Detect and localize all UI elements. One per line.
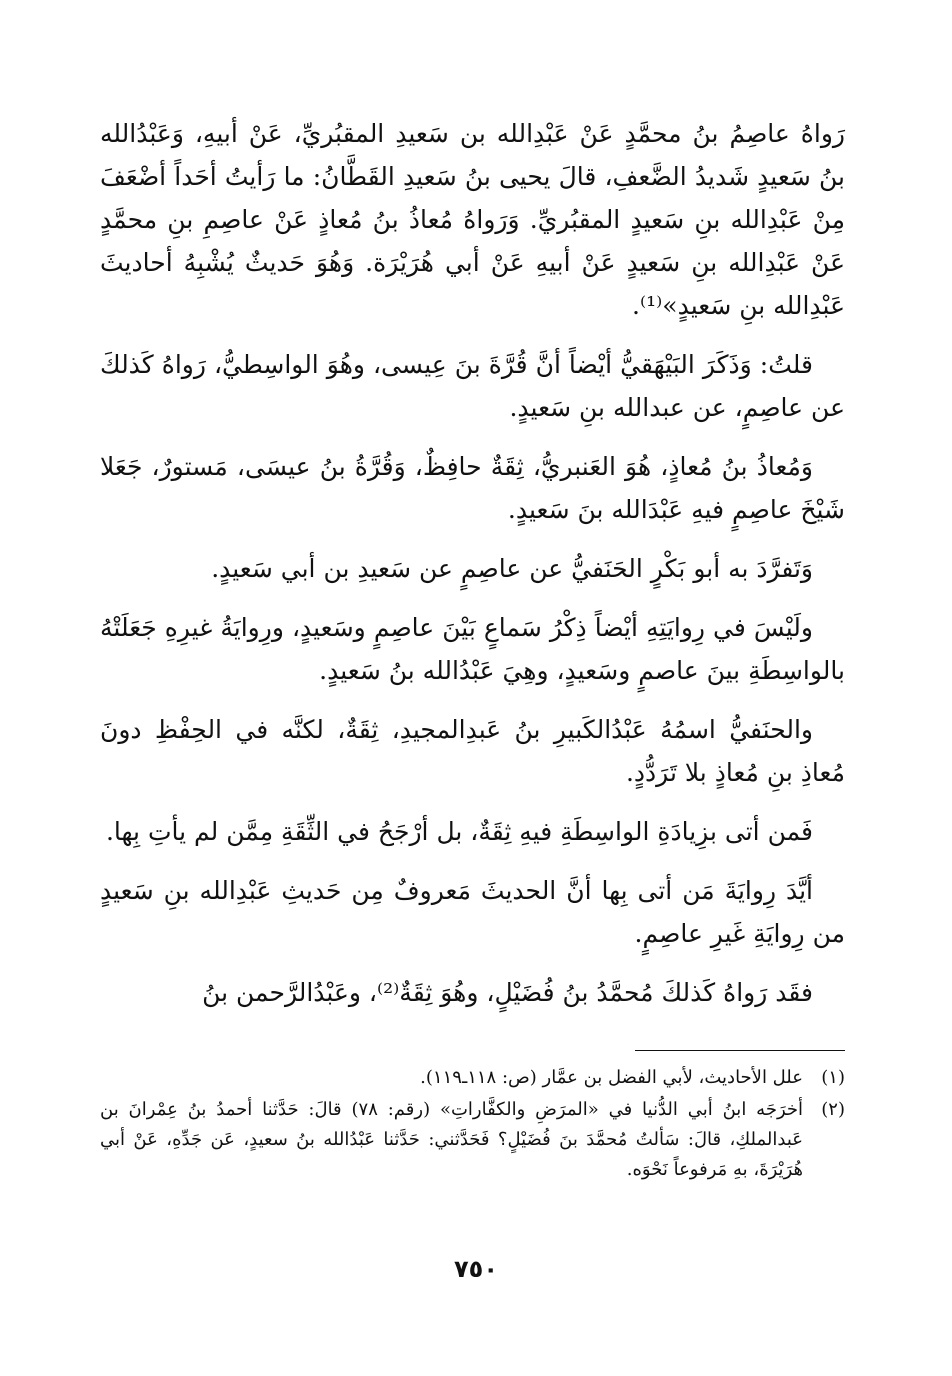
paragraph: فقَد رَواهُ كَذلكَ مُحمَّدُ بنُ فُضَيْلٍ، وهُوَ ثِقَةٌ⁽²⁾، وعَبْدُالرَّحمن بنُ [202, 978, 813, 1007]
paragraph: أيَّدَ رِوايَةَ مَن أتى بِها أنَّ الحديثَ مَعروفٌ مِن حَديثِ عَبْدِالله بنِ سَعيدٍ من رِوايَةِ غَيرِ عاصِمٍ. [100, 876, 845, 948]
paragraph: والحنَفيُّ اسمُهُ عَبْدُالكَبيرِ بنُ عَبدِالمجيدِ، ثِقَةٌ، لكنَّه في الحِفْظِ دونَ مُعاذِ بنِ مُعاذٍ بلا تَرَدُّدٍ. [100, 715, 845, 787]
footnote [100, 1095, 845, 1185]
footnote [100, 1063, 845, 1093]
page-body [100, 112, 845, 1187]
page-number: ٧٥٠ [454, 1255, 498, 1283]
footnote-number: (١) [821, 1067, 845, 1088]
paragraph: ولَيْسَ في رِوايَتِهِ أيْضاً ذِكْرُ سَماعٍ بَيْنَ عاصِمٍ وسَعيدٍ، ورِوايَةُ غيرِهِ جَعَلَتْهُ بالواسِطَةِ بينَ عاصمٍ وسَعيدٍ، وهِيَ عَبْدُالله بنُ سَعيدٍ. [100, 613, 845, 685]
footnote-divider [635, 1050, 845, 1051]
footnote-text: علل الأحاديث، لأبي الفضل بن عمَّار (ص: ١١٨ـ١١٩). [420, 1067, 803, 1088]
footnote-number: (٢) [821, 1099, 845, 1120]
footnote-text: أخرَجَه ابنُ أبي الدُّنيا في «المرَضِ والكفَّاراتِ» (رقم: ٧٨) قالَ: حَدَّثنا أحمدُ بنُ عِمْرانَ بن عَبدالملكِ، قالَ: سَألتُ مُحمَّدَ بنَ فُضَيْلٍ؟ فَحَدَّثني: حَدَّثنا عَبْدُالله بنُ سعيدٍ، عَن جَدِّهِ، عَنْ أبي هُرَيْرَةَ، بهِ مَرفوعاً نَحْوَه. [100, 1099, 804, 1180]
paragraph: قلتُ: وَذَكَرَ البَيْهَقيُّ أيْضاً أنَّ قُرَّةَ بنَ عِيسى، وهُوَ الواسِطيُّ، رَواهُ كَذلكَ عن عاصِمٍ، عن عبدالله بنِ سَعيدٍ. [100, 350, 845, 422]
paragraph: وَتَفرَّدَ به أبو بَكْرٍ الحَنَفيُّ عن عاصِمٍ عن سَعيدِ بن أبي سَعيدٍ. [211, 554, 813, 583]
paragraph: وَمُعاذُ بنُ مُعاذٍ، هُوَ العَنبريُّ، ثِقَةٌ حافِظٌ، وَقُرَّةُ بنُ عيسَى، مَستورٌ، جَعَلا شَيْخَ عاصِمٍ فيهِ عَبْدَالله بنَ سَعيدٍ. [100, 452, 845, 524]
paragraph: رَواهُ عاصِمُ بنُ محمَّدٍ عَنْ عَبْدِالله بن سَعيدِ المقبُريِّ، عَنْ أبيهِ، وَعَبْدُالله بنُ سَعيدٍ شَديدُ الضَّعفِ، قالَ يحيى بنُ سَعيدِ القَطَّانُ: ما رَأيتُ أحَداً أضْعَفَ مِنْ عَبْدِالله بنِ سَعيدٍ المقبُريِّ. وَرَواهُ مُعاذُ بنُ مُعاذٍ عَنْ عاصِمِ بنِ محمَّدٍ عَنْ عَبْدِالله بنِ سَعيدٍ عَنْ أبيهِ عَنْ أبي هُرَيْرَة. وَهُوَ حَديثٌ يُشْبِهُ أحاديثَ عَبْدِالله بنِ سَعيدٍ»⁽¹⁾. [100, 119, 845, 320]
paragraph: فَمن أتى بزِيادَةِ الواسِطَةِ فيهِ ثِقَةٌ، بل أرْجَحُ في الثِّقَةِ مِمَّن لم يأتِ بِها. [105, 817, 813, 846]
